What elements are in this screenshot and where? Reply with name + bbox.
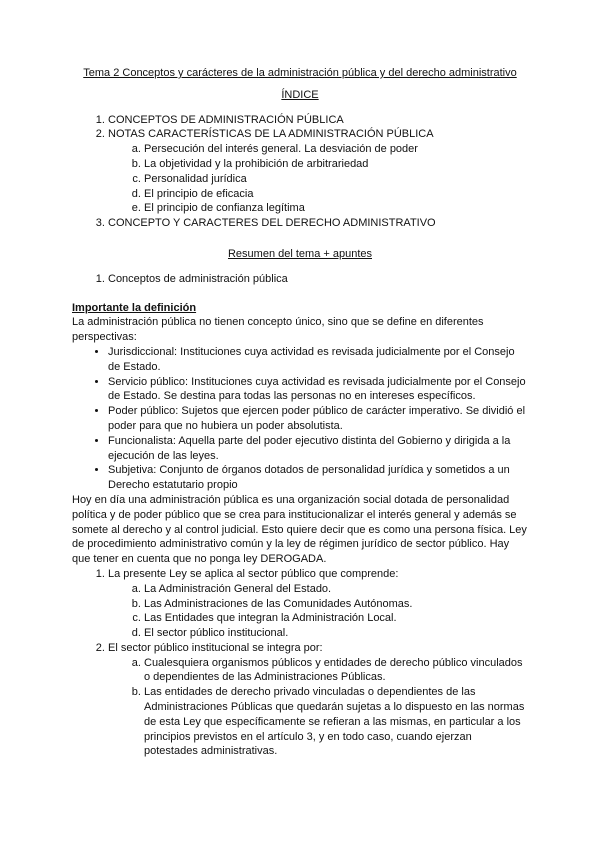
law-subitem: a. Cualesquiera organismos públicos y entidades de derecho público vinculados o dependientes de las Administraciones Públicas. — [144, 656, 528, 686]
law-subitem: b. Las entidades de derecho privado vinculadas o dependientes de las Administraciones Públicas que quedarán sujetas a lo dispuesto en las normas de esta Ley que específicamente se refieran a las mismas, en particular a los principios previstos en el artículo 3, y en todo caso, cuando ejerzan potestades administrativas. — [144, 685, 528, 759]
perspective-item: • Jurisdiccional: Instituciones cuya actividad es revisada judicialmente por el Consejo de Estado. — [108, 345, 528, 375]
intro-text: La administración pública no tienen concepto único, sino que se define en diferentes perspectivas: — [72, 316, 484, 344]
law-list — [72, 567, 528, 759]
document-title: Tema 2 Conceptos y carácteres de la administración pública y del derecho administrativo — [83, 67, 517, 79]
perspectives-list — [72, 345, 528, 493]
law-item-label: El sector público institucional se integra por: — [108, 641, 323, 654]
perspective-item: • Servicio público: Instituciones cuya actividad es revisada judicialmente por el Consejo de Estado. Se destina para todas las personas no en intereses específicos. — [108, 375, 528, 405]
perspective-item: • Subjetiva: Conjunto de órganos dotados de personalidad jurídica y sometidos a un Derecho estatutario propio — [108, 463, 528, 493]
toc-subitem: d. El principio de eficacia — [144, 187, 528, 202]
law-item — [108, 567, 528, 641]
perspective-item: • Funcionalista: Aquella parte del poder ejecutivo distinta del Gobierno y dirigida a la ejecución de las leyes. — [108, 434, 528, 464]
toc-subitem: a. Persecución del interés general. La desviación de poder — [144, 142, 528, 157]
summary-heading: Resumen del tema + apuntes — [227, 247, 372, 260]
toc-item — [108, 127, 528, 216]
law-subitem: d. El sector público institucional. — [144, 626, 528, 641]
toc-item: 1. CONCEPTOS DE ADMINISTRACIÓN PÚBLICA — [108, 113, 528, 128]
law-sublist — [108, 656, 528, 760]
law-item-label: La presente Ley se aplica al sector público que comprende: — [108, 567, 399, 580]
law-item — [108, 641, 528, 759]
toc-subitem: e. El principio de confianza legítima — [144, 201, 528, 216]
toc-item-label: NOTAS CARACTERÍSTICAS DE LA ADMINISTRACIÓN PÚBLICA — [108, 128, 434, 141]
body-paragraph: Hoy en día una administración pública es una organización social dotada de personalidad política y de poder público que se crea para institucionalizar el interés general y además se somete al derecho y al control judicial. Esto quiere decir que es como una persona física. Ley de procedimiento administrativo común y la ley de régimen jurídico de sector público. Hay que tener en cuenta que no ponga ley DEROGADA. — [72, 493, 527, 566]
section-list — [72, 272, 528, 287]
toc-item: 3. CONCEPTO Y CARACTERES DEL DERECHO ADMINISTRATIVO — [108, 216, 528, 231]
perspective-item: • Poder público: Sujetos que ejercen poder público de carácter imperativo. Se dividió el poder para que no hubiera un poder absolutista. — [108, 404, 528, 434]
law-subitem: b. Las Administraciones de las Comunidades Autónomas. — [144, 597, 528, 612]
toc-subitem: b. La objetividad y la prohibición de arbitrariedad — [144, 157, 528, 172]
toc-subitem: c. Personalidad jurídica — [144, 172, 528, 187]
important-heading: Importante la definición — [72, 301, 197, 314]
law-subitem: a. La Administración General del Estado. — [144, 582, 528, 597]
law-sublist — [108, 582, 528, 641]
law-subitem: c. Las Entidades que integran la Administración Local. — [144, 611, 528, 626]
index-heading: ÍNDICE — [281, 88, 319, 101]
section-heading: 1. Conceptos de administración pública — [108, 272, 528, 287]
table-of-contents — [72, 113, 528, 231]
toc-sublist — [108, 142, 528, 216]
